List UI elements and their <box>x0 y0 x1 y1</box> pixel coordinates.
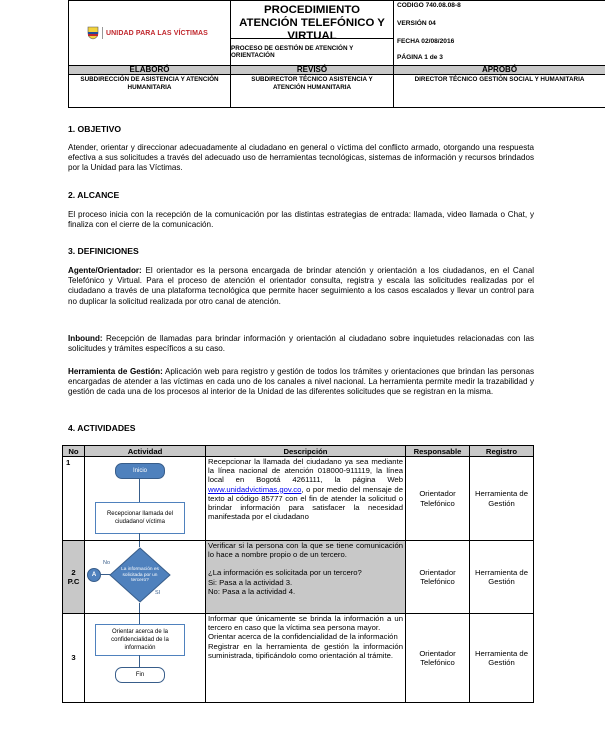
row-number: 3 <box>63 614 85 703</box>
row-description <box>206 614 406 703</box>
reviso-value: SUBDIRECTOR TÉCNICO ASISTENCIA Y ATENCIÓN HUMANITARIA <box>231 75 394 108</box>
flow-connector-line <box>139 478 140 502</box>
row-number-value: 2 <box>71 567 76 577</box>
flow-step-box <box>95 624 185 656</box>
description-text: Orientar acerca de la confidencialidad de la información <box>208 632 398 642</box>
logo-text: UNIDAD PARA LAS VÍCTIMAS <box>106 29 208 37</box>
version-text: VERSIÓN 04 <box>397 20 436 27</box>
description-option: No: Pasa a la actividad 4. <box>208 586 296 596</box>
activities-table <box>62 445 534 703</box>
flow-no-label: No <box>103 560 111 566</box>
definition-agente <box>68 266 534 307</box>
flow-step-label: Orientar acerca de la confidencialidad de la información <box>111 629 169 651</box>
aprobo-label: APROBÓ <box>394 66 605 75</box>
flow-start-label: Inicio <box>132 468 147 474</box>
row-registro: Herramienta de Gestión <box>470 457 534 541</box>
definition-term: Inbound: <box>68 334 103 343</box>
definition-text: El orientador es la persona encargada de brindar atención y orientación a los ciudadanos, en el Canal Telefónico y Virtual. Para el proceso de atención el orientador consulta, registra y escala las solicitudes realizadas por el ciudadano a través de una plataforma tecnológica que permite hacer seguimiento a los casos escalados y llevar un control para no duplicar la solicitud realizada por otro canal de atención. <box>68 266 534 306</box>
column-header: Descripción <box>206 446 406 457</box>
section-definiciones-title: 3. DEFINICIONES <box>68 246 139 256</box>
row-responsable: Orientador Telefónico <box>406 614 470 703</box>
column-header: Responsable <box>406 446 470 457</box>
row-responsable: Orientador Telefónico <box>406 541 470 614</box>
row-number: 1 <box>63 457 85 541</box>
flow-connector-line <box>139 614 140 624</box>
table-row <box>63 541 534 614</box>
flow-connector-line <box>139 603 140 613</box>
row-description <box>206 541 406 614</box>
document-title: PROCEDIMIENTO ATENCIÓN TELEFÓNICO Y VIRTUAL <box>239 4 385 42</box>
flow-cell <box>85 457 206 541</box>
flow-cell <box>85 541 206 614</box>
logo-cell <box>69 1 231 66</box>
row-registro: Herramienta de Gestión <box>470 614 534 703</box>
meta-cell <box>394 1 605 66</box>
connector-letter: A <box>91 572 97 578</box>
title-cell <box>231 1 394 66</box>
process-name: PROCESO DE GESTIÓN DE ATENCIÓN Y ORIENTACIÓN <box>231 45 354 59</box>
table-header-row <box>63 446 534 457</box>
row-description <box>206 457 406 541</box>
flow-start-node <box>115 463 165 479</box>
website-link[interactable]: www.unidadvictimas.gov.co <box>208 484 302 494</box>
definition-text: Aplicación web para registro y gestión de todos los trámites y orientaciones que brindan las personas encargadas de atender a las víctimas en cada uno de los canales a nivel nacional. La herramienta permite medir la trazabilidad y gestión de cada una de los procesos al interior de la Unidad de las diferentes solicitudes que se registran en la misma. <box>68 367 534 397</box>
column-header: Registro <box>470 446 534 457</box>
flow-connector-a <box>87 568 101 582</box>
elaboro-value: SUBDIRECCIÓN DE ASISTENCIA Y ATENCIÓN HUMANITARIA <box>69 75 231 108</box>
section-objetivo-text: Atender, orientar y direccionar adecuadamente al ciudadano en general o víctima del conflicto armado, otorgando una respuesta efectiva a sus solicitudes a través del adecuado uso de herramientas tecnológicas, sistemas de información y recursos brindados por la Unidad para las Víctimas. <box>68 143 534 173</box>
date-text: FECHA 02/08/2016 <box>397 38 455 45</box>
flow-si-label: SI <box>155 590 161 596</box>
flow-step-box <box>95 502 185 534</box>
flow-end-node <box>115 667 165 683</box>
flow-end-label: Fin <box>135 672 145 678</box>
section-objetivo-title: 1. OBJETIVO <box>68 124 122 134</box>
row-registro: Herramienta de Gestión <box>470 541 534 614</box>
description-text: Verificar si la persona con la que se tiene comunicación lo hace a nombre propio o de un tercero. <box>208 541 403 560</box>
description-option: Si: Pasa a la actividad 3. <box>208 577 293 587</box>
definition-text: Recepción de llamadas para brindar información y orientación al ciudadano sobre inquietudes relacionadas con las solicitudes y trámites específicos a su caso. <box>68 334 534 354</box>
flow-decision-label: La información es solicitada por un tercero? <box>121 567 159 584</box>
flow-connector-line <box>139 533 140 540</box>
row-number <box>63 541 85 614</box>
description-question: ¿La información es solicitada por un tercero? <box>208 568 362 578</box>
description-text: Registrar en la herramienta de gestión la información suministrada, tipificándolo como orientación al trámite. <box>208 641 403 660</box>
page-number: PÁGINA 1 de 3 <box>397 54 443 61</box>
colombia-shield-icon <box>87 26 99 40</box>
flow-connector-line <box>139 655 140 667</box>
row-number-sub: P.C <box>67 577 80 586</box>
section-actividades-title: 4. ACTIVIDADES <box>68 423 136 433</box>
definition-term: Agente/Orientador: <box>68 266 142 275</box>
flow-connector-line <box>100 574 110 575</box>
reviso-label: REVISÓ <box>231 66 394 75</box>
code-text: CODIGO 740.08.08-8 <box>397 2 461 9</box>
definition-term: Herramienta de Gestión: <box>68 367 163 376</box>
elaboro-label: ELABORÓ <box>69 66 231 75</box>
table-row <box>63 614 534 703</box>
flow-cell <box>85 614 206 703</box>
section-alcance-text: El proceso inicia con la recepción de la comunicación por las distintas estrategias de entrada: llamada, video llamada o Chat, y finaliza con el cierre de la comunicación. <box>68 210 534 230</box>
document-header <box>68 0 605 106</box>
section-alcance-title: 2. ALCANCE <box>68 190 120 200</box>
description-text: Recepcionar la llamada del ciudadano ya sea mediante la línea nacional de atención 018000-911119, la línea local en Bogotá 4261111, la página Web <box>208 457 403 485</box>
definition-inbound <box>68 334 534 354</box>
table-row <box>63 457 534 541</box>
column-header: Actividad <box>85 446 206 457</box>
aprobo-value: DIRECTOR TÉCNICO GESTIÓN SOCIAL Y HUMANITARIA <box>394 75 605 108</box>
column-header: No <box>63 446 85 457</box>
description-text: , o por medio del mensaje de texto al código 85777 con el fin de atender la solicitud o brindar información para satisfacer la necesidad manifestada por el ciudadano <box>208 484 403 522</box>
row-responsable: Orientador Telefónico <box>406 457 470 541</box>
description-text: Informar que únicamente se brinda la información a un tercero en caso que la víctima sea persona mayor. <box>208 614 403 633</box>
flow-step-label: Recepcionar llamada del ciudadano/ víctima <box>106 511 174 525</box>
definition-herramienta <box>68 367 534 398</box>
